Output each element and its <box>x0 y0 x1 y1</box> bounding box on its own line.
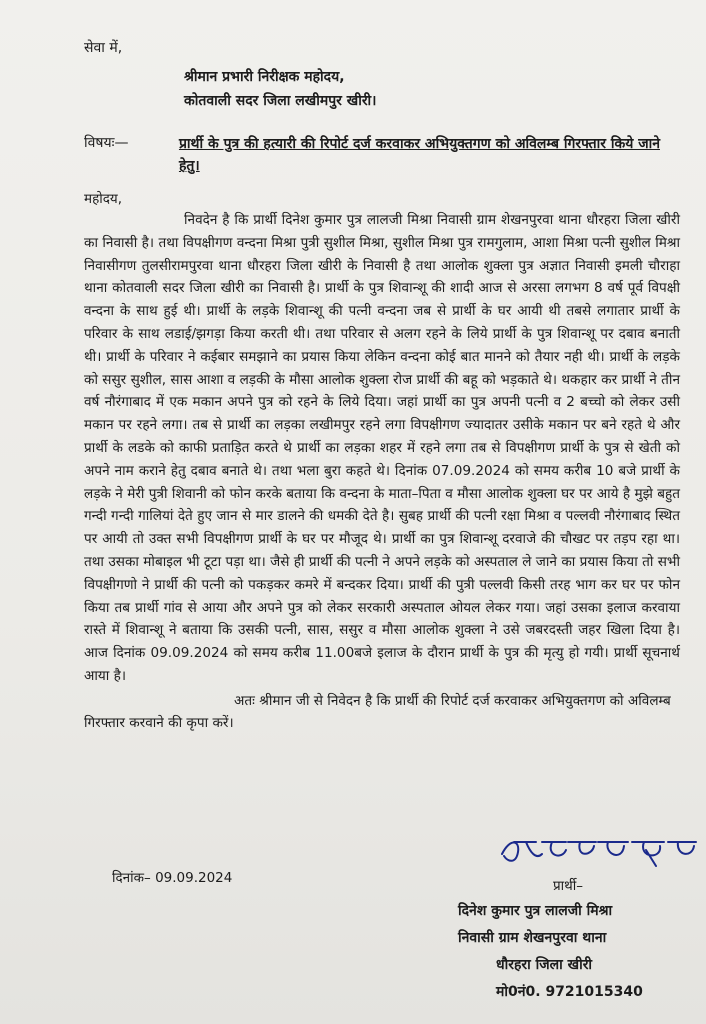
letter-date: दिनांक– 09.09.2024 <box>112 870 233 886</box>
addressee-line1: श्रीमान प्रभारी निरीक्षक महोदय, <box>184 69 345 85</box>
salutation-to: सेवा में, <box>84 40 123 56</box>
subject-text: प्रार्थी के पुत्र की हत्यारी की रिपोर्ट दर्ज करवाकर अभियुक्तगण को अविलम्ब गिरफ्तार किये जाने हेतु। <box>178 136 660 174</box>
sender-details <box>458 898 643 1006</box>
subject-row <box>84 133 680 177</box>
addressee <box>184 65 680 113</box>
body-paragraph: निवदेन है कि प्रार्थी दिनेश कुमार पुत्र लालजी मिश्रा निवासी ग्राम शेखनपुरवा थाना धौरहरा जिला खीरी का निवासी है। तथा विपक्षीगण वन्दना मिश्रा पुत्री सुशील मिश्रा, सुशील मिश्रा पुत्र रामगुलाम, आशा मिश्रा पत्नी सुशील मिश्रा निवासीगण तुलसीरामपुरवा थाना धौरहरा जिला खीरी के निवासी है तथा आलोक शुक्ला पुत्र अज्ञात निवासी इमली चौराहा थाना कोतवाली सदर जिला खीरी का निवासी है। प्रार्थी के पुत्र शिवान्शू की शादी आज से अरसा लगभग 8 वर्ष पूर्व विपक्षी वन्दना के साथ हुई थी। प्रार्थी के लड़के शिवान्शू की पत्नी वन्दना जब से प्रार्थी के घर आयी थी तबसे लगातार प्रार्थी के परिवार के साथ लडाई/झगड़ा किया करती थी। तथा परिवार से अलग रहने के लिये प्रार्थी के पुत्र शिवान्शू पर दबाव बनाती थी। प्रार्थी के परिवार ने कईबार समझाने का प्रयास किया लेकिन वन्दना कोई बात मानने को तैयार नही थी। प्रार्थी के लड़के को ससुर सुशील, सास आशा व लड़की के मौसा आलोक शुक्ला रोज प्रार्थी की बहू को भड़काते थे। थकहार कर प्रार्थी ने तीन वर्ष नौरंगाबाद में एक मकान अपने पुत्र को रहने के लिये दिया। जहां प्रार्थी का पुत्र अपनी पत्नी व 2 बच्चो को लेकर उसी मकान पर रहने लगा। तब से प्रार्थी का लड़का लखीमपुर रहने लगा विपक्षीगण ज्यादातर उसीके मकान पर बने रहते थे और प्रार्थी के लडके को काफी प्रताड़ित करते थे प्रार्थी का लड़का शहर में रहने लगा तब से विपक्षीगण प्रार्थी के पुत्र से खेती को अपने नाम कराने हेतु दबाव बनाते थे। तथा भला बुरा कहते थे। दिनांक 07.09.2024 को समय करीब 10 बजे प्रार्थी के लड़के ने मेरी पुत्री शिवानी को फोन करके बताया कि वन्दना के माता–पिता व मौसा आलोक शुक्ला घर पर आये है मुझे बहुत गन्दी गन्दी गालियां देते हुए जान से मार डालने की धमकी देते है। सुबह प्रार्थी की पत्नी रक्षा मिश्रा व पल्लवी नौरंगाबाद स्थित पर आयी तो उक्त सभी विपक्षीगण प्रार्थी के घर पर मौजूद थे। प्रार्थी का पुत्र शिवान्शू दरवाजे की चौखट पर तड़प रहा था। तथा उसका मोबाइल भी टूटा पड़ा था। जैसे ही प्रार्थी की पत्नी ने अपने लड़के को अस्पताल ले जाने का प्रयास किया तो सभी विपक्षीगणो ने प्रार्थी की पत्नी को पकड़कर कमरे में बन्दकर दिया। प्रार्थी की पुत्री पल्लवी किसी तरह भाग कर घर पर फोन किया तब प्रार्थी गांव से आया और अपने पुत्र को लेकर सरकारी अस्पताल ओयल लेकर गया। जहां उसका इलाज करवाया रास्ते में शिवान्शू ने बताया कि उसकी पत्नी, सास, ससुर व मौसा आलोक शुक्ला ने उसे जबरदस्ती जहर खिला दिया है। आज दिनांक 09.09.2024 को समय करीब 11.00बजे इलाज के दौरान प्रार्थी के पुत्र की मृत्यु हो गयी। प्रार्थी सूचनार्थ आया है। <box>84 212 681 684</box>
handwritten-signature <box>496 832 706 872</box>
prayer-text: अतः श्रीमान जी से निवेदन है कि प्रार्थी की रिपोर्ट दर्ज करवाकर अभियुक्तगण को अविलम्ब गिरफ्तार करवाने की कृपा करें। <box>84 692 671 731</box>
prayer-paragraph <box>84 690 680 734</box>
sender-label: प्रार्थी– <box>553 878 584 894</box>
sender-address-line2: धौरहरा जिला खीरी <box>496 957 593 973</box>
sender-name: दिनेश कुमार पुत्र लालजी मिश्रा <box>458 903 613 919</box>
addressee-line2: कोतवाली सदर जिला लखीमपुर खीरी। <box>184 93 377 109</box>
greeting: महोदय, <box>84 191 123 207</box>
letter-body <box>84 209 680 688</box>
sender-address-line1: निवासी ग्राम शेखनपुरवा थाना <box>458 930 607 946</box>
sender-mobile: मो0नं0. 9721015340 <box>496 984 643 1000</box>
subject-label: विषयः— <box>84 135 129 151</box>
